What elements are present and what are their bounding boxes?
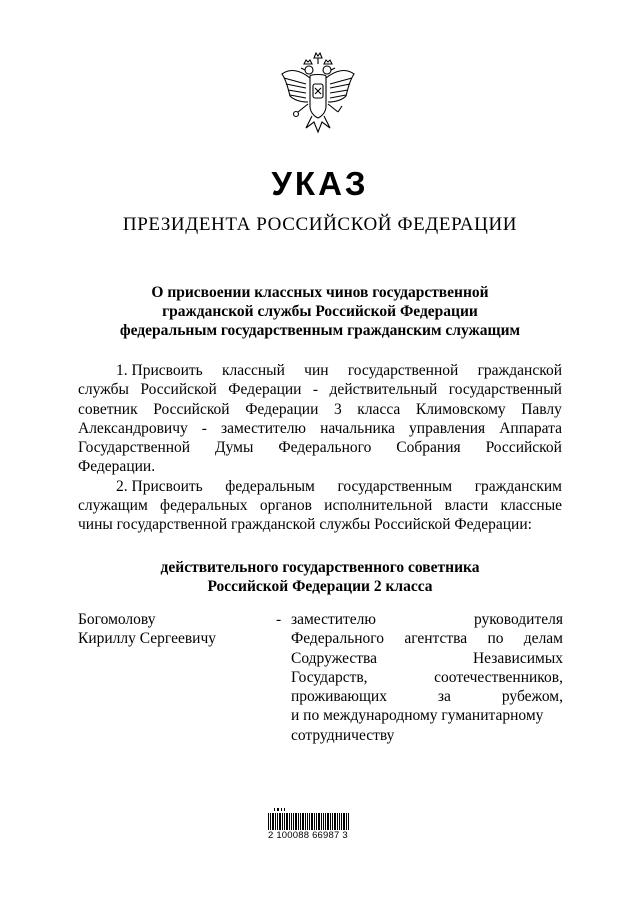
- issuer-heading: ПРЕЗИДЕНТА РОССИЙСКОЙ ФЕДЕРАЦИИ: [122, 214, 518, 235]
- position-line: заместителю руководителя: [291, 611, 563, 628]
- subject-line: гражданской службы Российской Федерации: [162, 303, 478, 320]
- separator-dash: -: [276, 611, 282, 628]
- position-line: сотрудничеству: [291, 726, 395, 744]
- paragraph-line: чины государственной гражданской службы Российской Федерации:: [78, 516, 532, 534]
- appointee-name: [78, 610, 288, 649]
- position-line: Федерального агентства по делам: [291, 630, 563, 648]
- rank-heading: [0, 558, 640, 596]
- decree-body: [78, 361, 562, 535]
- subject-line: федеральным государственным гражданским служащим: [119, 322, 521, 339]
- position-line: Содружества Независимых: [291, 649, 563, 667]
- barcode: [268, 808, 358, 830]
- coat-of-arms-icon: [278, 50, 358, 150]
- paragraph-line: 2. Присвоить федеральным государственным гражданским: [116, 477, 562, 495]
- subject-line: О присвоении классных чинов государственной: [151, 284, 489, 301]
- paragraph-line: Федерации.: [78, 458, 156, 476]
- position-line: проживающих за рубежом,: [291, 688, 563, 706]
- paragraph-line: советник Российской Федерации 3 класса Климовскому Павлу: [78, 400, 562, 418]
- paragraph-line: Государственной Думы Федерального Собрания Российской: [78, 439, 562, 457]
- paragraph-line: Александровичу - заместителю начальника управления Аппарата: [78, 419, 562, 437]
- paragraph-line: служащим федеральных органов исполнительной власти классные: [78, 497, 562, 515]
- appointee-given-names: Кириллу Сергеевичу: [78, 630, 217, 648]
- decree-subject: [0, 283, 640, 340]
- rank-line: Российской Федерации 2 класса: [207, 578, 433, 595]
- document-type-heading: УКАЗ: [271, 165, 369, 202]
- paragraph-line: 1. Присвоить классный чин государственной гражданской: [116, 362, 562, 379]
- appointee-position: [291, 610, 563, 745]
- barcode-number: 2 100088 66987 3: [268, 830, 348, 841]
- position-line: Государств, соотечественников,: [291, 668, 563, 686]
- paragraph-line: службы Российской Федерации - действительный государственный: [78, 381, 562, 399]
- appointee-surname: Богомолову: [78, 611, 156, 628]
- position-line: и по международному гуманитарному: [291, 707, 544, 725]
- rank-line: действительного государственного советника: [160, 559, 480, 576]
